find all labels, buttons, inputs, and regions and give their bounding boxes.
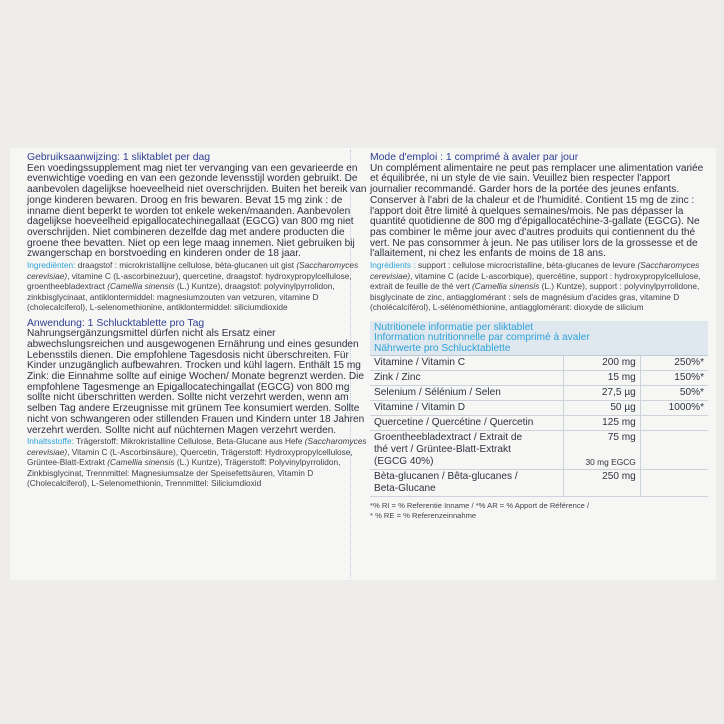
german-instructions: Nahrungsergänzungsmittel dürfen nicht als Ersatz einer abwechslungsreichen und ausgewogenen Ernährung und eines gesunden Lebensstils dienen. Die empfohlene Tagesdosis nicht überschreiten. Für Kinder unzugänglich aufbewahren. Trocken und kühl lagern. Enthält 15 mg Zink: die Einnahme sollte auf einige Wochen/ Monate begrenzt werden. Die empfohlene Tagesmenge an Epigallocatechingallat (EGCG) von 800 mg sollte nicht überschritten werden. Sollte nicht verzehrt werden, wenn am selben Tag andere Erzeugnisse mit grünem Tee konsumiert werden. Sollte nicht von schwangeren oder stillenden Frauen und Kindern unter 18 Jahren verzehrt werden. Sollte nicht auf nüchternen Magen verzehrt werden. [27,328,365,436]
ri-footnote [370,501,706,521]
ingr-italic: (Saccharomyces cerevisiae) [370,260,700,281]
nutrition-header-nl: Nutritionele informatie per sliktablet [374,321,534,333]
ingr-text: , Vitamin C (L-Ascorbinsäure), Quercetin, Trägerstoff: Hydroxypropylcellulose, Grüntee-Blatt-Extrakt [27,446,353,468]
right-column [370,153,706,521]
nutrient-amount: 250 mg [602,471,636,483]
nutrient-amount [564,431,640,470]
french-heading: Mode d'emploi : 1 comprimé à avaler par jour [370,152,579,163]
dutch-ingredients [27,260,367,313]
german-ingredients [27,436,367,489]
ingr-text: , vitamine C (L-ascorbinezuur), quercetine, draagstof: hydroxypropylcellulose, groentheebladextract [27,270,352,292]
ingr-text: (L.) Kuntze), Trägerstoff: Polyvinylpyrrolidon, Zinkbisglycinat, Trennmittel: Magnesiumsalze der Speisefettsäuren, Vitamin D (Cholecalciferol), L-Selenomethionin, Trennmittel: Siliciumdioxid [27,457,341,489]
dutch-instructions: Een voedingssupplement mag niet ter vervanging van een gevarieerde en evenwichtige voeding en van een gezonde levensstijl worden gebruikt. De aanbevolen dagelijkse hoeveelheid niet overschrijden. Buiten het bereik van jonge kinderen bewaren. Droog en fris bewaren. Bevat 15 mg zink : de inname dient beperkt te worden tot enkele weken/maanden. Aanbevolen dagelijkse hoeveelheid epigallocatechinegallaat (EGCG) van 800 mg niet overschrijden. Niet combineren dezelfde dag met andere producten die groene thee bevatten. Niet op een lege maag innemen. Niet gebruiken bij zwangerschap en borstvoeding en kinderen onder de 18 jaar. [27,162,367,260]
green-tea-egcg: 30 mg EGCG [585,457,636,468]
nutrient-name [370,431,564,470]
green-tea-name-line: (EGCG 40%) [374,456,434,468]
green-tea-amount: 75 mg [607,432,636,444]
footnote-line: * % RE = % Referenzeinnahme [370,511,477,521]
nutrition-header-fr: Information nutritionnelle par comprimé à avaler [374,332,590,344]
table-row [370,401,708,416]
nutrient-name: Selenium / Sélénium / Selen [370,386,564,401]
dutch-section [27,153,367,313]
nutrient-ri: 50%* [640,386,708,401]
nutrition-header [370,321,708,357]
ingr-italic: (Camellia sinensis [471,281,540,292]
nutrient-name: Vitamine / Vitamin C [370,356,564,371]
left-column [27,153,367,495]
french-section [370,153,706,313]
table-row [370,470,708,497]
nutrient-amount: 125 mg [602,417,636,429]
footnote-line: *% RI = % Referentie Inname / *% AR = % Apport de Référence / [370,501,590,511]
nutrient-ri [640,416,708,431]
nutrient-amount: 200 mg [602,357,636,369]
ingr-italic: (Saccharomyces cerevisiae) [27,436,367,457]
beta-glucan-name-line: Bèta-glucanen / Bêta-glucanes / [374,471,518,483]
nutrient-amount: 50 µg [610,402,636,414]
ingr-text: draagstof : microkristallijne cellulose, bèta-glucanen uit gist [75,260,297,271]
table-row [370,356,708,371]
table-row [370,386,708,401]
nutrient-amount: 27,5 µg [601,387,636,399]
nutrient-ri: 1000%* [640,401,708,416]
green-tea-name-line: Groentheebladextract / Extrait de [374,432,523,444]
nutrition-table [370,356,708,497]
ingr-text: Trägerstoff: Mikrokristalline Cellulose, Beta-Glucane aus Hefe [73,436,305,447]
ingr-text: (L.) Kuntze), draagstof: polyvinylpyrrolidon, zinkbisglycinaat, antiklontermiddel: magnesiumzouten van vetzuren, vitamine D (cholecalciferol), L-selenomethionine, antiklontermiddel: siliciumdioxide [27,281,335,313]
ingr-italic: (Camellia sinensis [107,281,175,292]
ingr-text: support : cellulose microcristalline, bèta-glucanes de levure [415,260,638,271]
nutrient-amount: 15 mg [607,372,636,384]
nutrition-header-de: Nährwerte pro Schlucktablette [374,342,511,354]
nutrient-name: Quercetine / Quercétine / Quercetin [370,416,564,431]
german-heading: Anwendung: 1 Schlucktablette pro Tag [27,317,205,329]
french-ingredients-label: Ingrédients : [370,260,416,271]
ingr-italic: (Camellia sinensis [107,457,175,468]
ingr-text: (L.) Kuntze), support : polyvinylpyrrolidone, bisglycinate de zinc, antiagglomérant : sels de magnésium d'acides gras, vitamine D (cholécalciférol), L-sélénométhionine, antiagglomérant: dioxyde de silicium [370,281,700,313]
nutrient-ri [640,470,708,497]
dutch-ingredients-label: Ingrediënten: [27,260,76,271]
table-row [370,371,708,386]
nutrient-name [370,470,564,497]
ingr-italic: (Saccharomyces cerevisiae) [27,260,359,281]
green-tea-name-line: thé vert / Grüntee-Blatt-Extrakt [374,444,511,456]
nutrient-name: Zink / Zinc [370,371,564,386]
table-row [370,431,708,470]
nutrient-ri: 150%* [640,371,708,386]
german-ingredients-label: Inhaltsstoffe: [27,436,74,447]
ingr-text: , vitamine C (acide L-ascorbique), quercétine, support : hydroxypropylcellulose, extrait de feuille de thé vert [370,270,701,292]
nutrient-ri: 250%* [640,356,708,371]
french-ingredients [370,260,706,313]
beta-glucan-name-line: Beta-Glucane [374,483,436,495]
german-section [27,319,367,489]
nutrient-ri [640,431,708,470]
dutch-heading: Gebruiksaanwijzing: 1 sliktablet per dag [27,152,211,163]
french-instructions: Un complément alimentaire ne peut pas remplacer une alimentation variée et équilibrée, ni un style de vie sain. Veuillez bien respecter l'apport journalier recommandé. Garder hors de la portée des jeunes enfants. Conserver à l'abri de la chaleur et de l'humidité. Contient 15 mg de zinc : l'apport doit être limité à quelques semaines/mois. Ne pas dépasser la quantité quotidienne de 800 mg d'épigallocatéchine-3-gallate (EGCG). Ne pas combiner le même jour avec d'autres produits qui contiennent du thé vert. Ne pas consommer à jeun. Ne pas utiliser lors de la grossesse et de l'allaitement, ni chez les enfants de moins de 18 ans. [370,162,704,260]
table-row [370,416,708,431]
nutrient-name: Vitamine / Vitamin D [370,401,564,416]
